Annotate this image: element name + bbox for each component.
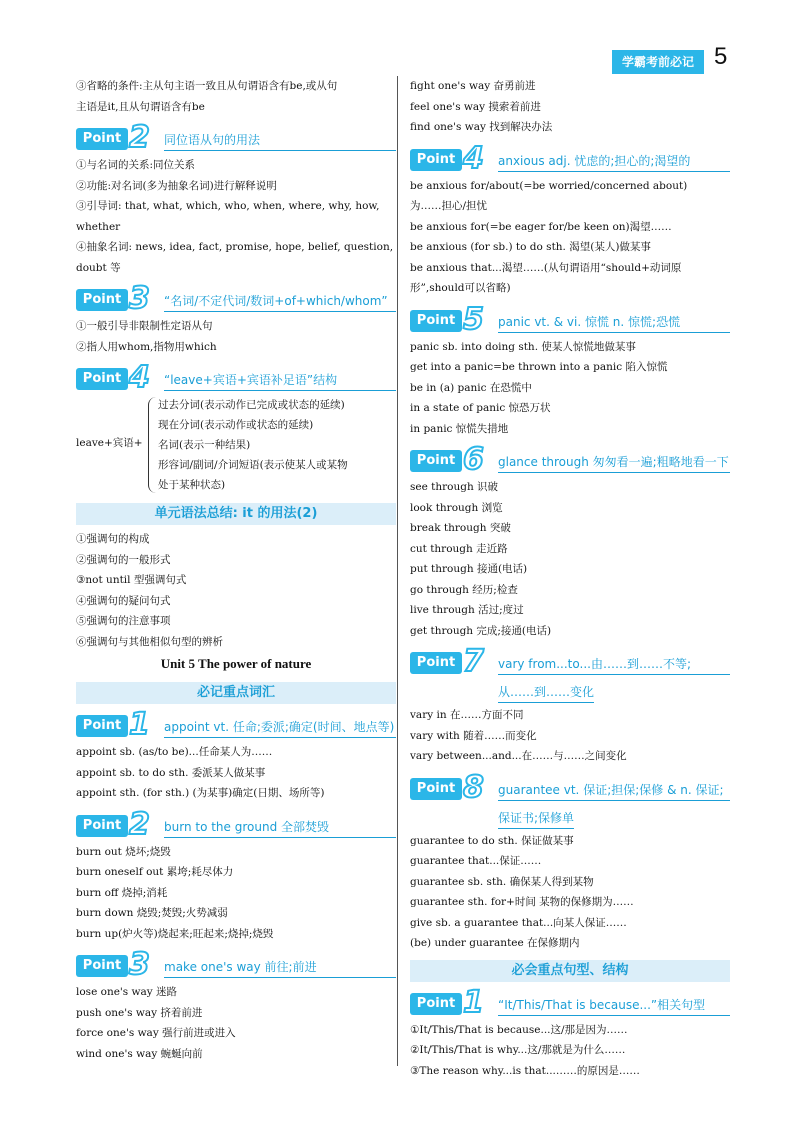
text-line: ②强调句的一般形式: [76, 553, 171, 566]
summary-banner: 单元语法总结: it 的用法(2): [76, 503, 396, 525]
text-line: burn down 烧毁;焚毁;火势减弱: [76, 907, 228, 919]
point-heading: [76, 120, 396, 155]
text-line: ③not until 型强调句式: [76, 574, 187, 586]
point-number: 1: [129, 707, 150, 742]
text-line: burn out 烧坏;烧毁: [76, 845, 171, 858]
text-line: ③The reason why...is that...……的原因是……: [410, 1064, 640, 1077]
point-title: 同位语从句的用法: [164, 130, 396, 151]
point-number: 5: [463, 301, 484, 337]
text-line: ①与名词的关系:同位关系: [76, 159, 196, 171]
text-line: 形”,should可以省略): [410, 282, 511, 294]
text-line: 主语是it,且从句谓语含有be: [76, 100, 205, 113]
text-line: be anxious for/about(=be worried/concerned about): [410, 179, 688, 192]
point-heading: [76, 947, 396, 982]
text-line: be anxious for(=be eager for/be keen on)渴望……: [410, 220, 672, 233]
text-line: be anxious (for sb.) to do sth. 渴望(某人)做某事: [410, 241, 651, 253]
header-tag: 学霸考前必记: [612, 50, 704, 74]
text-line: get through 完成;接通(电话): [410, 624, 552, 637]
text-line: be in (a) panic 在恐慌中: [410, 381, 532, 394]
leave-lead: leave+宾语+: [76, 437, 143, 449]
point-number: 3: [129, 281, 150, 316]
point-title: panic vt. & vi. 惊慌 n. 惊慌;恐慌: [498, 312, 730, 333]
brace-icon: [148, 397, 157, 493]
point-heading: [76, 281, 396, 316]
text-line: get into a panic=be thrown into a panic 陷入惊慌: [410, 361, 668, 373]
list-item: 名词(表示一种结果): [158, 439, 251, 451]
point-heading: [410, 644, 730, 705]
text-line: ②It/This/That is why...这/那就是为什么……: [410, 1044, 626, 1056]
point-number: 2: [129, 806, 150, 842]
text-line: be anxious that...渴望……(从句谓语用“should+动词原: [410, 261, 682, 274]
text-line: lose one's way 迷路: [76, 986, 178, 998]
point-badge: Point: [76, 289, 128, 311]
text-line: panic sb. into doing sth. 使某人惊慌地做某事: [410, 340, 636, 353]
text-line: cut through 走近路: [410, 542, 508, 555]
text-line: go through 经历;检查: [410, 583, 518, 596]
point-number: 7: [463, 644, 484, 679]
left-column: [76, 76, 396, 1064]
text-line: (be) under guarantee 在保修期内: [410, 937, 580, 949]
text-line: appoint sb. (as/to be)...任命某人为……: [76, 746, 273, 758]
point-number: 1: [463, 984, 484, 1020]
text-line: guarantee that...保证……: [410, 855, 542, 867]
text-line: ③引导词: that, what, which, who, when, where, why, how, whether: [76, 200, 380, 233]
text-line: ①It/This/That is because...这/那是因为……: [410, 1023, 628, 1036]
point-badge: Point: [76, 368, 128, 390]
point-badge: Point: [76, 815, 128, 837]
text-line: ①一般引导非限制性定语从句: [76, 320, 213, 332]
point-heading: [76, 707, 396, 742]
point-badge: Point: [410, 310, 462, 332]
text-line: wind one's way 蜿蜒向前: [76, 1047, 203, 1060]
text-line: ⑤强调句的注意事项: [76, 615, 171, 627]
point-title: guarantee vt. 保证;担保;保修 & n. 保证;: [498, 780, 730, 801]
point-title: “It/This/That is because...”相关句型: [498, 995, 730, 1016]
text-line: fight one's way 奋勇前进: [410, 80, 536, 92]
list-item: 处于某种状态): [158, 479, 226, 491]
text-line: break through 突破: [410, 522, 511, 534]
text-line: in panic 惊慌失措地: [410, 422, 509, 435]
text-line: vary in 在……方面不同: [410, 709, 524, 721]
point-title: vary from...to...由……到……不等;: [498, 654, 730, 675]
point-badge: Point: [410, 450, 462, 472]
point-title: burn to the ground 全部焚毁: [164, 817, 396, 838]
text-line: burn off 烧掉;消耗: [76, 886, 168, 899]
point-title-continued: 从……到……变化: [498, 682, 594, 703]
leave-structure: [76, 395, 396, 497]
text-line: feel one's way 摸索着前进: [410, 100, 541, 113]
text-line: put through 接通(电话): [410, 563, 528, 575]
text-line: force one's way 强行前进或进入: [76, 1027, 236, 1039]
point-title: anxious adj. 忧虑的;担心的;渴望的: [498, 151, 730, 172]
text-line: ②功能:对名词(多为抽象名词)进行解释说明: [76, 179, 277, 192]
text-line: ⑥强调句与其他相似句型的辨析: [76, 635, 223, 648]
point-badge: Point: [76, 955, 128, 977]
list-item: 形容词/副词/介词短语(表示使某人或某物: [158, 459, 348, 471]
point-number: 4: [463, 140, 484, 176]
text-line: ③省略的条件:主从句主语一致且从句谓语含有be,或从句: [76, 80, 338, 92]
unit-title: Unit 5 The power of nature: [160, 656, 312, 671]
text-line: find one's way 找到解决办法: [410, 121, 553, 133]
point-heading: [76, 806, 396, 842]
point-title: glance through 匆匆看一遍;粗略地看一下: [498, 452, 730, 473]
text-line: burn oneself out 累垮;耗尽体力: [76, 866, 234, 878]
point-badge: Point: [410, 149, 462, 171]
text-line: guarantee sth. for+时间 某物的保修期为……: [410, 896, 634, 908]
text-line: vary between...and...在……与……之间变化: [410, 750, 627, 762]
point-heading: [76, 360, 396, 395]
point-badge: Point: [410, 778, 462, 800]
point-number: 6: [463, 442, 484, 477]
point-number: 8: [463, 769, 484, 805]
text-line: appoint sb. to do sth. 委派某人做某事: [76, 766, 266, 779]
list-item: 过去分词(表示动作已完成或状态的延续): [158, 399, 345, 411]
point-badge: Point: [76, 128, 128, 150]
text-line: ①强调句的构成: [76, 533, 150, 545]
point-badge: Point: [410, 652, 462, 674]
right-column: [410, 76, 730, 1081]
list-item: 现在分词(表示动作或状态的延续): [158, 419, 314, 431]
point-heading: [410, 140, 730, 176]
point-badge: Point: [76, 715, 128, 737]
text-line: live through 活过;度过: [410, 604, 524, 616]
sentence-banner: 必会重点句型、结构: [410, 960, 730, 982]
text-line: guarantee sb. sth. 确保某人得到某物: [410, 875, 594, 888]
page-number: 5: [714, 43, 728, 70]
text-line: push one's way 挤着前进: [76, 1006, 203, 1019]
point-heading: [410, 769, 730, 831]
text-line: appoint sth. (for sth.) (为某事)确定(日期、场所等): [76, 787, 325, 799]
text-line: ④强调句的疑问句式: [76, 594, 171, 607]
text-line: in a state of panic 惊恐万状: [410, 402, 551, 414]
text-line: guarantee to do sth. 保证做某事: [410, 834, 574, 847]
text-line: look through 浏览: [410, 501, 503, 514]
text-line: give sb. a guarantee that...向某人保证……: [410, 916, 627, 929]
point-heading: [410, 984, 730, 1020]
point-number: 4: [129, 360, 150, 395]
point-number: 3: [129, 947, 150, 982]
point-heading: [410, 442, 730, 477]
point-badge: Point: [410, 993, 462, 1015]
text-line: 为……担心/担忧: [410, 200, 488, 212]
point-title: make one's way 前往;前进: [164, 957, 396, 978]
column-divider: [397, 76, 398, 1066]
text-line: ④抽象名词: news, idea, fact, promise, hope, belief, question, doubt 等: [76, 241, 394, 274]
point-title: “leave+宾语+宾语补足语”结构: [164, 370, 396, 391]
point-title-continued: 保证书;保修单: [498, 808, 574, 829]
point-number: 2: [129, 120, 150, 155]
point-heading: [410, 301, 730, 337]
point-title: “名词/不定代词/数词+of+which/whom”: [164, 291, 396, 312]
text-line: vary with 随着……而变化: [410, 729, 537, 742]
text-line: ②指人用whom,指物用which: [76, 340, 217, 353]
vocab-banner: 必记重点词汇: [76, 682, 396, 704]
text-line: see through 识破: [410, 481, 499, 493]
point-title: appoint vt. 任命;委派;确定(时间、地点等): [164, 717, 396, 738]
text-line: burn up(炉火等)烧起来;旺起来;烧掉;烧毁: [76, 927, 274, 940]
